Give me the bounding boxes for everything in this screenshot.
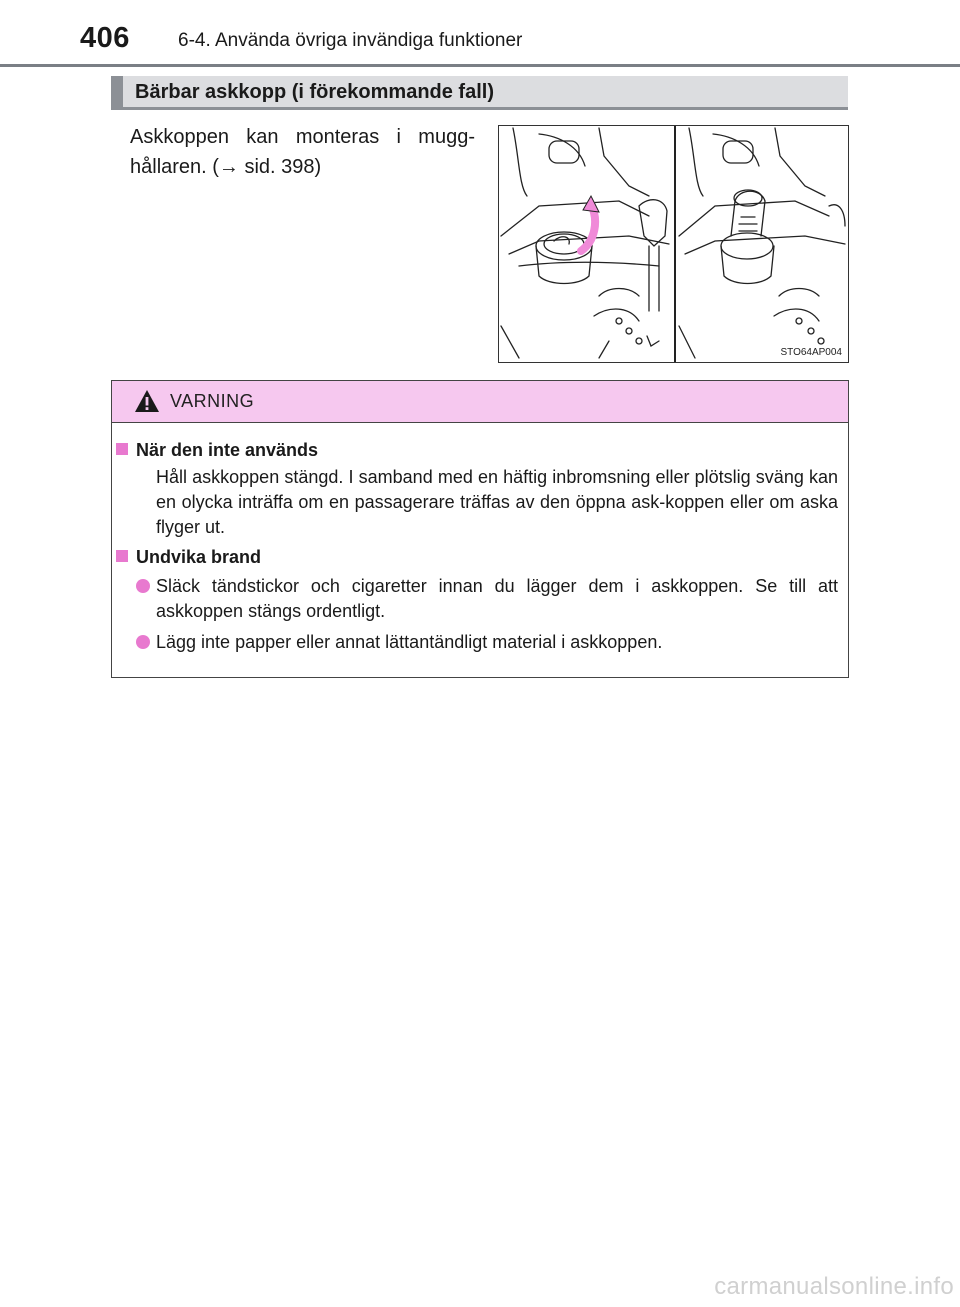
- warning-bullet-no-paper: [136, 630, 838, 655]
- circle-bullet-icon: [136, 635, 150, 649]
- square-bullet-icon: [116, 550, 128, 562]
- left-panel-drawing: [501, 128, 669, 358]
- section-body-text: Askkoppen kan monteras i mugg-hållaren. (→ sid. 398): [130, 126, 475, 178]
- section-heading-bar: [111, 76, 123, 107]
- watermark: carmanualsonline.info: [714, 1273, 954, 1300]
- subheading-text: Undvika brand: [136, 547, 262, 567]
- warning-subheading-not-in-use: [116, 440, 318, 461]
- ashtray-illustration: [498, 125, 849, 363]
- page-number: 406: [80, 22, 130, 54]
- bullet-text: Släck tändstickor och cigaretter innan du lägger dem i askkoppen. Se till att askkoppen stängs ordentligt.: [156, 576, 838, 621]
- chapter-title: 6-4. Använda övriga invändiga funktioner: [178, 30, 523, 51]
- warning-bullet-extinguish: [136, 574, 838, 624]
- header-rule: [0, 64, 960, 67]
- section-heading: [111, 76, 848, 110]
- section-heading-text: Bärbar askkopp (i förekommande fall): [135, 81, 494, 103]
- warning-box: [111, 380, 849, 678]
- circle-bullet-icon: [136, 579, 150, 593]
- figure-code: STO64AP004: [780, 347, 842, 358]
- square-bullet-icon: [116, 443, 128, 455]
- warning-header: [112, 381, 848, 423]
- bullet-text: Lägg inte papper eller annat lättantändligt material i askkoppen.: [156, 632, 663, 652]
- warning-label: VARNING: [170, 391, 255, 411]
- subheading-text: När den inte används: [136, 440, 319, 460]
- warning-subheading-avoid-fire: [116, 547, 261, 568]
- warning-triangle-icon: [134, 389, 160, 413]
- right-panel-drawing: [679, 128, 845, 358]
- warning-text-not-in-use: Håll askkoppen stängd. I samband med en häftig inbromsning eller plötslig sväng kan en olycka inträffa om en passagerare träffas av den öppna ask-koppen eller om aska flyger ut.: [156, 467, 838, 537]
